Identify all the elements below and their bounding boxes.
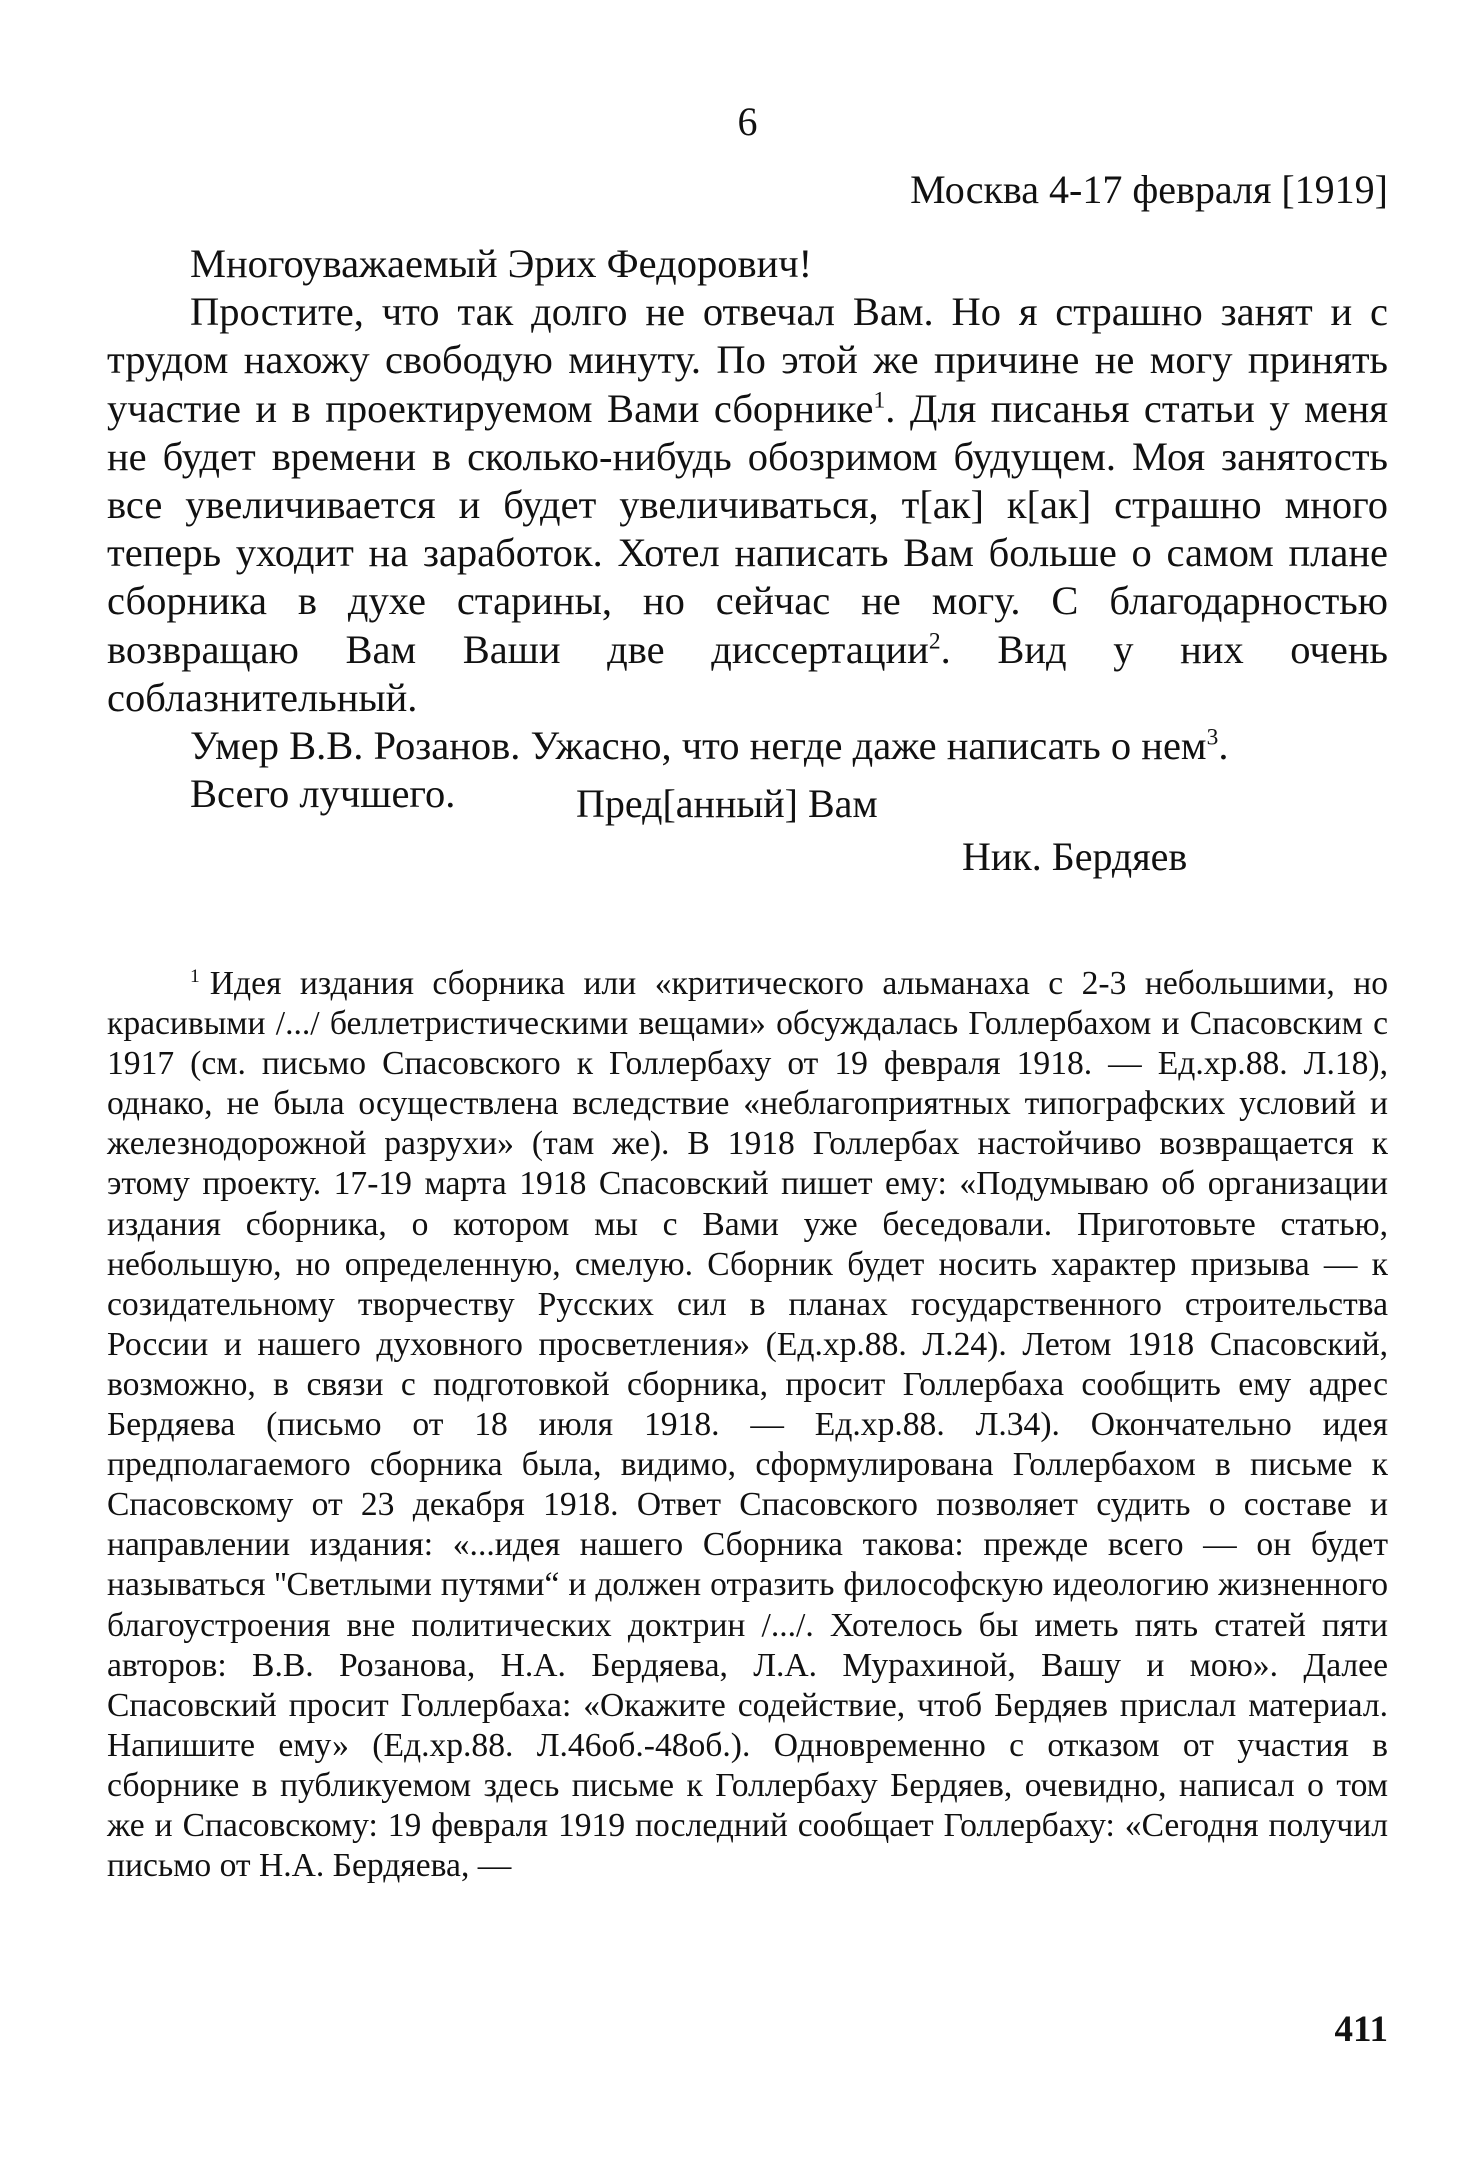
footnote-marker: 1 (190, 965, 200, 987)
letter-text: . (1218, 723, 1229, 769)
footnote-text: Идея издания сборника или «критического альманаха с 2-3 небольшими, но красивыми /.../ беллетристическими вещами» обсуждалась Голлербахом и Спасовским с 1917 (см. письмо Спасовского к Голлербаху от 19 февраля 1918. — Ед.хр.88. Л.18), однако, не была осуществлена вследствие «неблагоприятных типографских условий и железнодорожной разрухи» (там же). В 1918 Голлербах настойчиво возвращается к этому проекту. 17-19 марта 1918 Спасовский пишет ему: «Подумываю об организации издания сборника, о котором мы с Вами уже беседовали. Приготовьте статью, небольшую, но определенную, смелую. Сборник будет носить характер призыва — к созидательному творчеству Русских сил в планах государственного строительства России и нашего духовного просветления» (Ед.хр.88. Л.24). Летом 1918 Спасовский, возможно, в связи с подготовкой сборника, просит Голлербаха сообщить ему адрес Бердяева (письмо от 18 июля 1918. — Ед.хр.88. Л.34). Окончательно идея предполагаемого сборника была, видимо, сформулирована Голлербахом в письме к Спасовскому от 23 декабря 1918. Ответ Спасовского позволяет судить о составе и направлении издания: «...идея нашего Сборника такова: прежде всего — он будет называться ''Светлыми путями“ и должен отразить философскую идеологию жизненного благоустроения вне политических доктрин /.../. Хотелось бы иметь пять статей пяти авторов: В.В. Розанова, Н.А. Бердяева, Л.А. Мурахиной, Вашу и мою». Далее Спасовский просит Голлербаха: «Окажите содействие, чтоб Бердяев прислал материал. Напишите ему» (Ед.хр.88. Л.46об.-48об.). Одновременно с отказом от участия в сборнике в публикуемом здесь письме к Голлербаху Бердяев, очевидно, написал о том же и Спасовскому: 19 февраля 1919 последний сообщает Голлербаху: «Сегодня получил письмо от Н.А. Бердяева, — (107, 965, 1388, 1885)
letter-paragraph-1 (107, 288, 1388, 722)
book-page (107, 0, 1388, 2178)
letter-text: Умер В.В. Розанов. Ужасно, что негде даже написать о нем (190, 723, 1207, 769)
page-number: 411 (1334, 2009, 1388, 2050)
signature-name: Ник. Бердяев (962, 834, 1188, 879)
letter-text: Простите, что так долго не отвечал Вам. Но я страшно занят и с трудом нахожу свободую минуту. По этой же причине не могу принять участие и в проектируемом Вами сборнике (107, 289, 1388, 431)
letter-text: . Для писанья статьи у меня не будет времени в сколько-нибудь обозримом будущем. Моя занятость все увеличивается и будет увеличиваться, т[ак] к[ак] страшно много теперь уходит на заработок. Хотел написать Вам больше о самом плане сборника в духе старины, но сейчас не могу. С благодарностью возвращаю Вам Ваши две диссертации (107, 385, 1388, 672)
footnotes (107, 964, 1388, 1886)
salutation: Многоуважаемый Эрих Федорович! (190, 241, 813, 286)
letter-number: 6 (737, 99, 758, 144)
footnote-reference[interactable]: 2 (928, 628, 941, 655)
footnote-reference[interactable]: 1 (873, 387, 886, 414)
dateline: Москва 4-17 февраля [1919] (910, 167, 1388, 212)
closing: Всего лучшего. (190, 771, 456, 817)
footnote-reference[interactable]: 3 (1206, 724, 1219, 751)
letter-text: . Вид у них очень соблазнительный. (107, 626, 1388, 720)
footnote-1 (107, 964, 1388, 1886)
signoff (107, 780, 1388, 881)
signoff-yours: Пред[анный] Вам (576, 781, 878, 826)
letter-paragraph-2 (107, 722, 1388, 770)
letter-body (107, 240, 1388, 818)
